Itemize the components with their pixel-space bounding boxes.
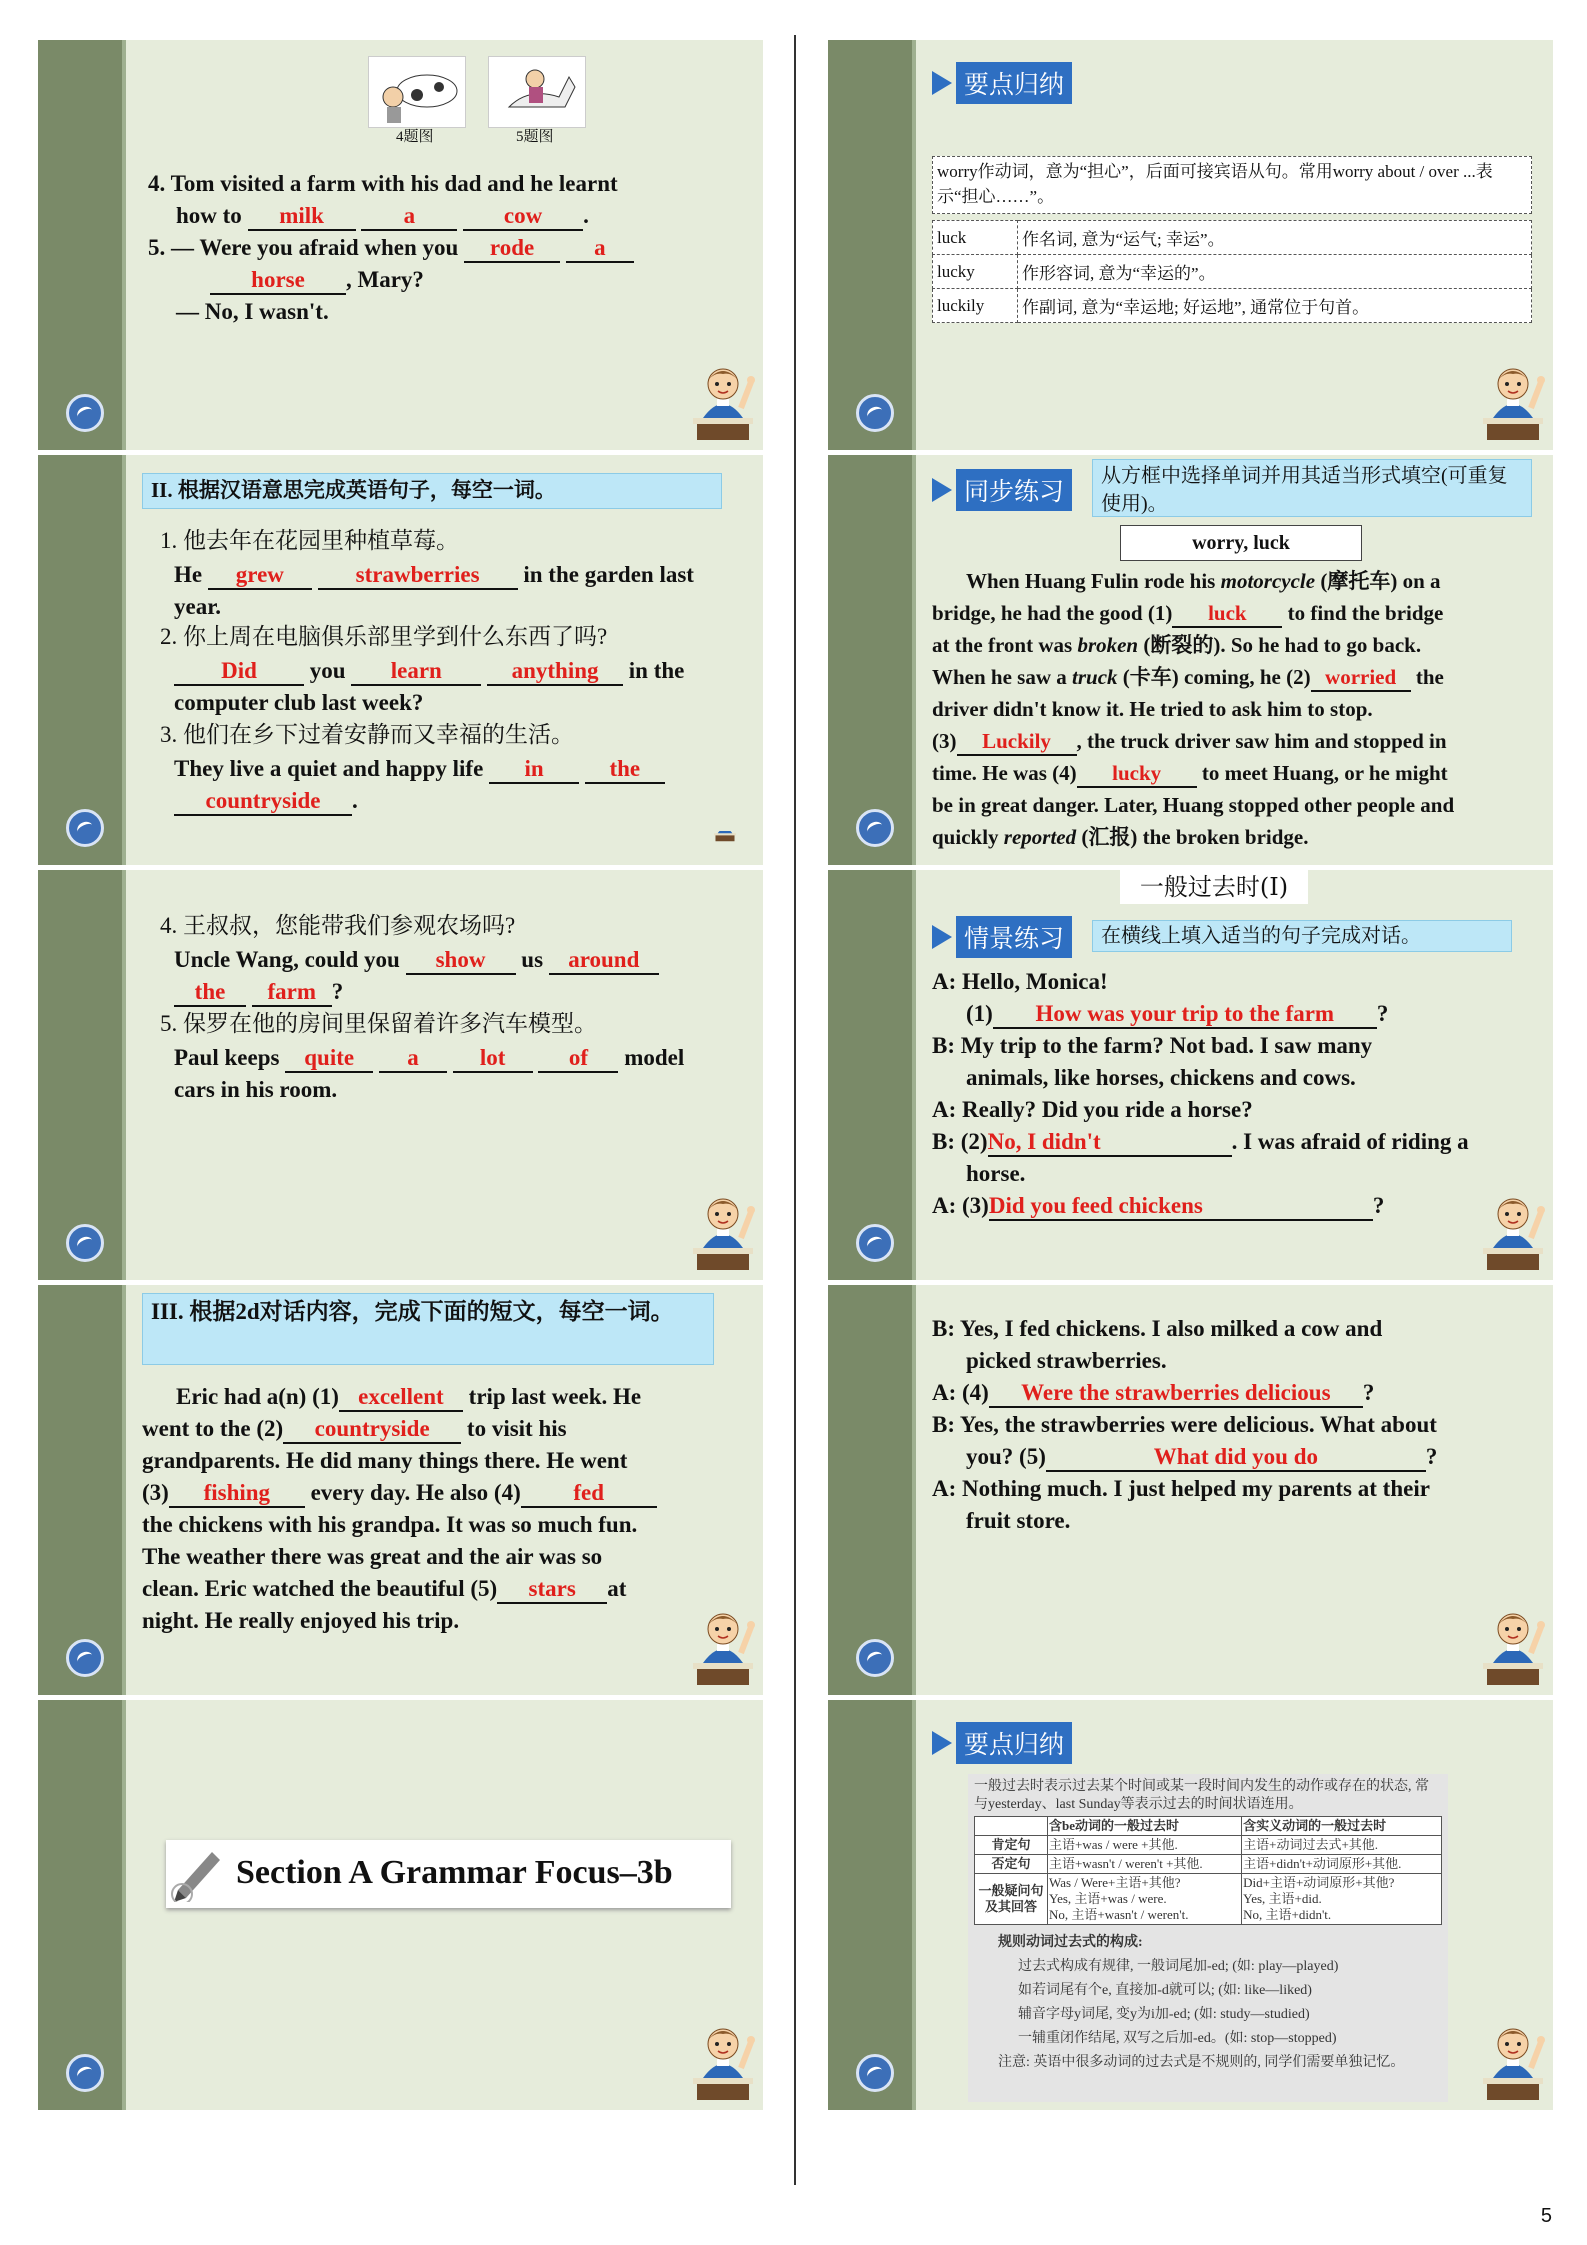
school-logo-icon	[66, 1639, 104, 1677]
question-4-line1: 4. Tom visited a farm with his dad and he learnt	[148, 171, 618, 196]
side-bar	[828, 870, 916, 1280]
picture-caption-4: 4题图	[396, 129, 434, 145]
table-row	[975, 1874, 1442, 1925]
table-header: 含实义动词的一般过去时	[1242, 1817, 1442, 1836]
q4-chinese: 4. 王叔叔，您能带我们参观农场吗?	[160, 913, 516, 938]
side-bar	[38, 455, 126, 865]
lesson-title: 一般过去时(Ⅰ)	[1120, 870, 1308, 904]
question-4-line2: how to milk a cow .	[176, 200, 589, 232]
table-cell: 否定句	[975, 1855, 1048, 1874]
answer-blank: worried	[1325, 665, 1397, 689]
slide-2	[38, 455, 763, 865]
answer-blank: Were the strawberries delicious	[1021, 1380, 1331, 1405]
student-cartoon-icon	[1481, 2020, 1545, 2102]
dialogue-line-7: fruit store.	[966, 1508, 1071, 1533]
question-5-reply: — No, I wasn't.	[176, 299, 329, 324]
answer-blank: a	[403, 203, 416, 228]
school-logo-icon	[856, 1639, 894, 1677]
q2-chinese: 2. 你上周在电脑俱乐部里学到什么东西了吗?	[160, 624, 608, 649]
answer-blank: luck	[1208, 601, 1247, 625]
answer-blank: countryside	[314, 1416, 430, 1441]
question-5-line2: horse , Mary?	[210, 264, 424, 296]
word-box: worry, luck	[1120, 525, 1362, 561]
worry-note-text: worry作动词，意为“担心”，后面可接宾语从句。常用worry about / over ...表示“担心……”。	[937, 162, 1493, 206]
tag-label: 要点归纳	[956, 62, 1072, 104]
school-logo-icon	[66, 2054, 104, 2092]
school-logo-icon	[856, 1224, 894, 1262]
answer-blank: quite	[304, 1045, 355, 1070]
q4-english: Uncle Wang, could you show us around	[174, 944, 659, 976]
answer-blank: How was your trip to the farm	[1035, 1001, 1335, 1026]
answer-blank: What did you do	[1153, 1444, 1318, 1469]
slide-8	[828, 870, 1553, 1280]
section-title-banner	[166, 1840, 731, 1908]
worry-note-box	[932, 156, 1532, 214]
q5-english-cont: cars in his room.	[174, 1077, 338, 1102]
q3-english: They live a quiet and happy life in the	[174, 753, 665, 785]
exercise-instruction: 从方框中选择单词并用其适当形式填空(可重复使用)。	[1092, 459, 1532, 517]
arrow-icon	[932, 478, 952, 502]
table-cell: 作名词, 意为“运气; 幸运”。	[1018, 221, 1532, 255]
question-5-line1: 5. — Were you afraid when you rode a	[148, 232, 634, 264]
table-cell: Did+主语+动词原形+其他? Yes, 主语+did. No, 主语+didn't.	[1242, 1874, 1442, 1925]
side-bar	[38, 870, 126, 1280]
side-bar	[828, 455, 916, 865]
passage-line-1: Eric had a(n) (1) excellent trip last week. He	[176, 1381, 641, 1413]
table-cell: 主语+动词过去式+其他.	[1242, 1836, 1442, 1855]
student-cartoon-icon	[691, 2020, 755, 2102]
answer-blank: in	[524, 756, 544, 781]
table-cell: 作形容词, 意为“幸运的”。	[1018, 255, 1532, 289]
passage-line-8: be in great danger. Later, Huang stopped other people and	[932, 793, 1455, 817]
answer-blank: No, I didn't	[987, 1129, 1101, 1154]
table-cell: lucky	[933, 255, 1018, 289]
table-row	[975, 1836, 1442, 1855]
table-row	[933, 289, 1532, 323]
rule-line: 如若词尾有个e, 直接加-d就可以; (如: like—liked)	[1018, 1983, 1312, 1998]
passage-line-5: the chickens with his grandpa. It was so much fun.	[142, 1512, 638, 1537]
q1-chinese: 1. 他去年在花园里种植草莓。	[160, 528, 459, 553]
table-row	[975, 1855, 1442, 1874]
picture-caption-5: 5题图	[516, 129, 554, 145]
passage-line-6: (3) Luckily , the truck driver saw him and stopped in	[932, 725, 1447, 757]
dialogue-line-3: B: My trip to the farm? Not bad. I saw many	[932, 1033, 1373, 1058]
slide-10	[828, 1700, 1553, 2110]
table-row	[975, 1817, 1442, 1836]
student-cartoon-icon	[695, 831, 755, 861]
passage-line-2: bridge, he had the good (1) luck to find the bridge	[932, 597, 1443, 629]
dialogue-line-6: A: Nothing much. I just helped my parents at their	[932, 1476, 1430, 1501]
answer-blank: a	[407, 1045, 419, 1070]
section-title: Section A Grammar Focus–3b	[236, 1854, 673, 1891]
dialogue-line-4: animals, like horses, chickens and cows.	[966, 1065, 1356, 1090]
student-cartoon-icon	[691, 1605, 755, 1687]
q4-english-cont: the farm ?	[174, 976, 343, 1008]
tag-label: 要点归纳	[956, 1722, 1072, 1764]
answer-blank: anything	[511, 658, 599, 683]
school-logo-icon	[66, 809, 104, 847]
pencil-icon	[168, 1842, 228, 1902]
table-cell: 主语+wasn't / weren't +其他.	[1048, 1855, 1242, 1874]
answer-blank: lucky	[1112, 761, 1162, 785]
dialogue-line-2: (1) How was your trip to the farm ?	[966, 998, 1388, 1030]
table-row	[933, 221, 1532, 255]
answer-blank: strawberries	[355, 562, 480, 587]
q1-english: He grew strawberries in the garden last	[174, 559, 694, 591]
q5-chinese: 5. 保罗在他的房间里保留着许多汽车模型。	[160, 1011, 597, 1036]
passage-line-2: went to the (2) countryside to visit his	[142, 1413, 567, 1445]
answer-blank: farm	[267, 979, 317, 1004]
passage-line-8: night. He really enjoyed his trip.	[142, 1608, 460, 1633]
passage-line-6: The weather there was great and the air was so	[142, 1544, 603, 1569]
passage-line-4: When he saw a truck (卡车) coming, he (2) worried the	[932, 661, 1444, 693]
answer-blank: around	[568, 947, 640, 972]
section-tag	[932, 916, 1072, 958]
cow-milking-picture	[368, 56, 466, 128]
side-bar	[828, 1700, 916, 2110]
answer-blank: of	[568, 1045, 589, 1070]
slide-5	[38, 1700, 763, 2110]
answer-blank: show	[435, 947, 486, 972]
answer-blank: grew	[235, 562, 284, 587]
student-cartoon-icon	[1481, 1190, 1545, 1272]
slide-4	[38, 1285, 763, 1695]
table-header: 含be动词的一般过去时	[1048, 1817, 1242, 1836]
table-cell: luck	[933, 221, 1018, 255]
section-tag	[932, 469, 1072, 511]
answer-blank: Did you feed chickens	[988, 1193, 1203, 1218]
dialogue-line-1: A: Hello, Monica!	[932, 969, 1108, 994]
passage-line-1: When Huang Fulin rode his motorcycle (摩托车) on a	[966, 569, 1441, 593]
passage-line-7: clean. Eric watched the beautiful (5) stars at	[142, 1573, 626, 1605]
answer-blank: a	[594, 235, 606, 260]
side-bar	[38, 1285, 126, 1695]
q2-english: Did you learn anything in the	[174, 655, 684, 687]
side-bar	[38, 40, 126, 450]
dialogue-line-1: B: Yes, I fed chickens. I also milked a cow and	[932, 1316, 1383, 1341]
answer-blank: cow	[503, 203, 543, 228]
school-logo-icon	[66, 394, 104, 432]
answer-blank: fishing	[203, 1480, 271, 1505]
table-cell: luckily	[933, 289, 1018, 323]
answer-blank: learn	[390, 658, 442, 683]
dialogue-line-5: A: Really? Did you ride a horse?	[932, 1097, 1253, 1122]
dialogue-line-4: B: Yes, the strawberries were delicious. What about	[932, 1412, 1437, 1437]
side-bar	[38, 1700, 126, 2110]
rule-line: 辅音字母y词尾, 变y为i加-ed; (如: study—studied)	[1018, 2007, 1310, 2022]
answer-blank: stars	[528, 1576, 576, 1601]
dialogue-line-2: picked strawberries.	[966, 1348, 1167, 1373]
table-cell: 主语+didn't+动词原形+其他.	[1242, 1855, 1442, 1874]
school-logo-icon	[856, 2054, 894, 2092]
slide-6	[828, 40, 1553, 450]
exercise-instruction: 在横线上填入适当的句子完成对话。	[1092, 920, 1512, 952]
page-number: 5	[1540, 2205, 1552, 2227]
side-bar	[828, 1285, 916, 1695]
tag-label: 情景练习	[956, 916, 1072, 958]
answer-blank: countryside	[205, 788, 321, 813]
answer-blank: horse	[251, 267, 305, 292]
answer-blank: excellent	[358, 1384, 444, 1409]
answer-blank: milk	[279, 203, 324, 228]
table-cell: 一般疑问句及其回答	[975, 1874, 1048, 1925]
column-divider	[794, 35, 796, 2185]
answer-blank: rode	[489, 235, 535, 260]
school-logo-icon	[856, 394, 894, 432]
student-cartoon-icon	[1481, 1605, 1545, 1687]
arrow-icon	[932, 1731, 952, 1755]
luck-table	[932, 220, 1532, 323]
answer-blank: fed	[573, 1480, 605, 1505]
student-cartoon-icon	[691, 1190, 755, 1272]
q5-english: Paul keeps quite a lot of model	[174, 1042, 684, 1074]
tag-label: 同步练习	[956, 469, 1072, 511]
answer-blank: Luckily	[982, 729, 1051, 753]
table-cell: 主语+was / were +其他.	[1048, 1836, 1242, 1855]
passage-line-7: time. He was (4) lucky to meet Huang, or he might	[932, 757, 1448, 789]
section-tag	[932, 1722, 1072, 1764]
table-cell: Was / Were+主语+其他? Yes, 主语+was / were. No, 主语+wasn't / weren't.	[1048, 1874, 1242, 1925]
rule-line: 一辅重闭作结尾, 双写之后加-ed。(如: stop—stopped)	[1018, 2031, 1337, 2046]
student-cartoon-icon	[1481, 360, 1545, 442]
rule-note: 注意: 英语中很多动词的过去式是不规则的, 同学们需要单独记忆。	[998, 2055, 1405, 2070]
side-bar	[828, 40, 916, 450]
dialogue-line-6: B: (2)No, I didn't . I was afraid of riding a	[932, 1126, 1469, 1158]
answer-blank: lot	[479, 1045, 506, 1070]
passage-line-5: driver didn't know it. He tried to ask him to stop.	[932, 697, 1373, 721]
answer-blank: the	[609, 756, 641, 781]
school-logo-icon	[66, 1224, 104, 1262]
student-cartoon-icon	[691, 360, 755, 442]
dialogue-line-5: you? (5) What did you do ?	[966, 1441, 1437, 1473]
grammar-summary-card	[968, 1774, 1448, 2102]
passage-line-3: at the front was broken (断裂的). So he had to go back.	[932, 633, 1422, 657]
answer-blank: the	[194, 979, 226, 1004]
arrow-icon	[932, 925, 952, 949]
dialogue-line-8: A: (3)Did you feed chickens ?	[932, 1190, 1384, 1222]
section-tag	[932, 62, 1072, 104]
q3-english-cont: countryside .	[174, 785, 358, 817]
school-logo-icon	[856, 809, 894, 847]
q2-english-cont: computer club last week?	[174, 690, 424, 715]
exercise-header: II. 根据汉语意思完成英语句子，每空一词。	[142, 473, 722, 509]
rule-title: 规则动词过去式的构成:	[998, 1935, 1143, 1950]
dialogue-line-3: A: (4) Were the strawberries delicious ?	[932, 1377, 1374, 1409]
past-tense-table	[974, 1816, 1442, 1925]
grammar-intro: 一般过去时表示过去某个时间或某一段时间内发生的动作或存在的状态, 常与yesterday、last Sunday等表示过去的时间状语连用。	[974, 1779, 1429, 1812]
dialogue-line-7: horse.	[966, 1161, 1026, 1186]
q1-english-cont: year.	[174, 594, 222, 619]
exercise-header: III. 根据2d对话内容，完成下面的短文，每空一词。	[142, 1293, 714, 1365]
table-cell: 肯定句	[975, 1836, 1048, 1855]
slide-3	[38, 870, 763, 1280]
table-row	[933, 255, 1532, 289]
table-cell: 作副词, 意为“幸运地; 好运地”, 通常位于句首。	[1018, 289, 1532, 323]
slide-7	[828, 455, 1553, 865]
passage-line-3: grandparents. He did many things there. He went	[142, 1448, 628, 1473]
passage-line-4: (3) fishing every day. He also (4) fed	[142, 1477, 657, 1509]
passage-line-9: quickly reported (汇报) the broken bridge.	[932, 825, 1309, 849]
rule-line: 过去式构成有规律, 一般词尾加-ed; (如: play—played)	[1018, 1959, 1339, 1974]
horse-riding-picture	[488, 56, 586, 128]
arrow-icon	[932, 71, 952, 95]
slide-9	[828, 1285, 1553, 1695]
answer-blank: Did	[221, 658, 257, 683]
q3-chinese: 3. 他们在乡下过着安静而又幸福的生活。	[160, 722, 574, 747]
slide-1	[38, 40, 763, 450]
